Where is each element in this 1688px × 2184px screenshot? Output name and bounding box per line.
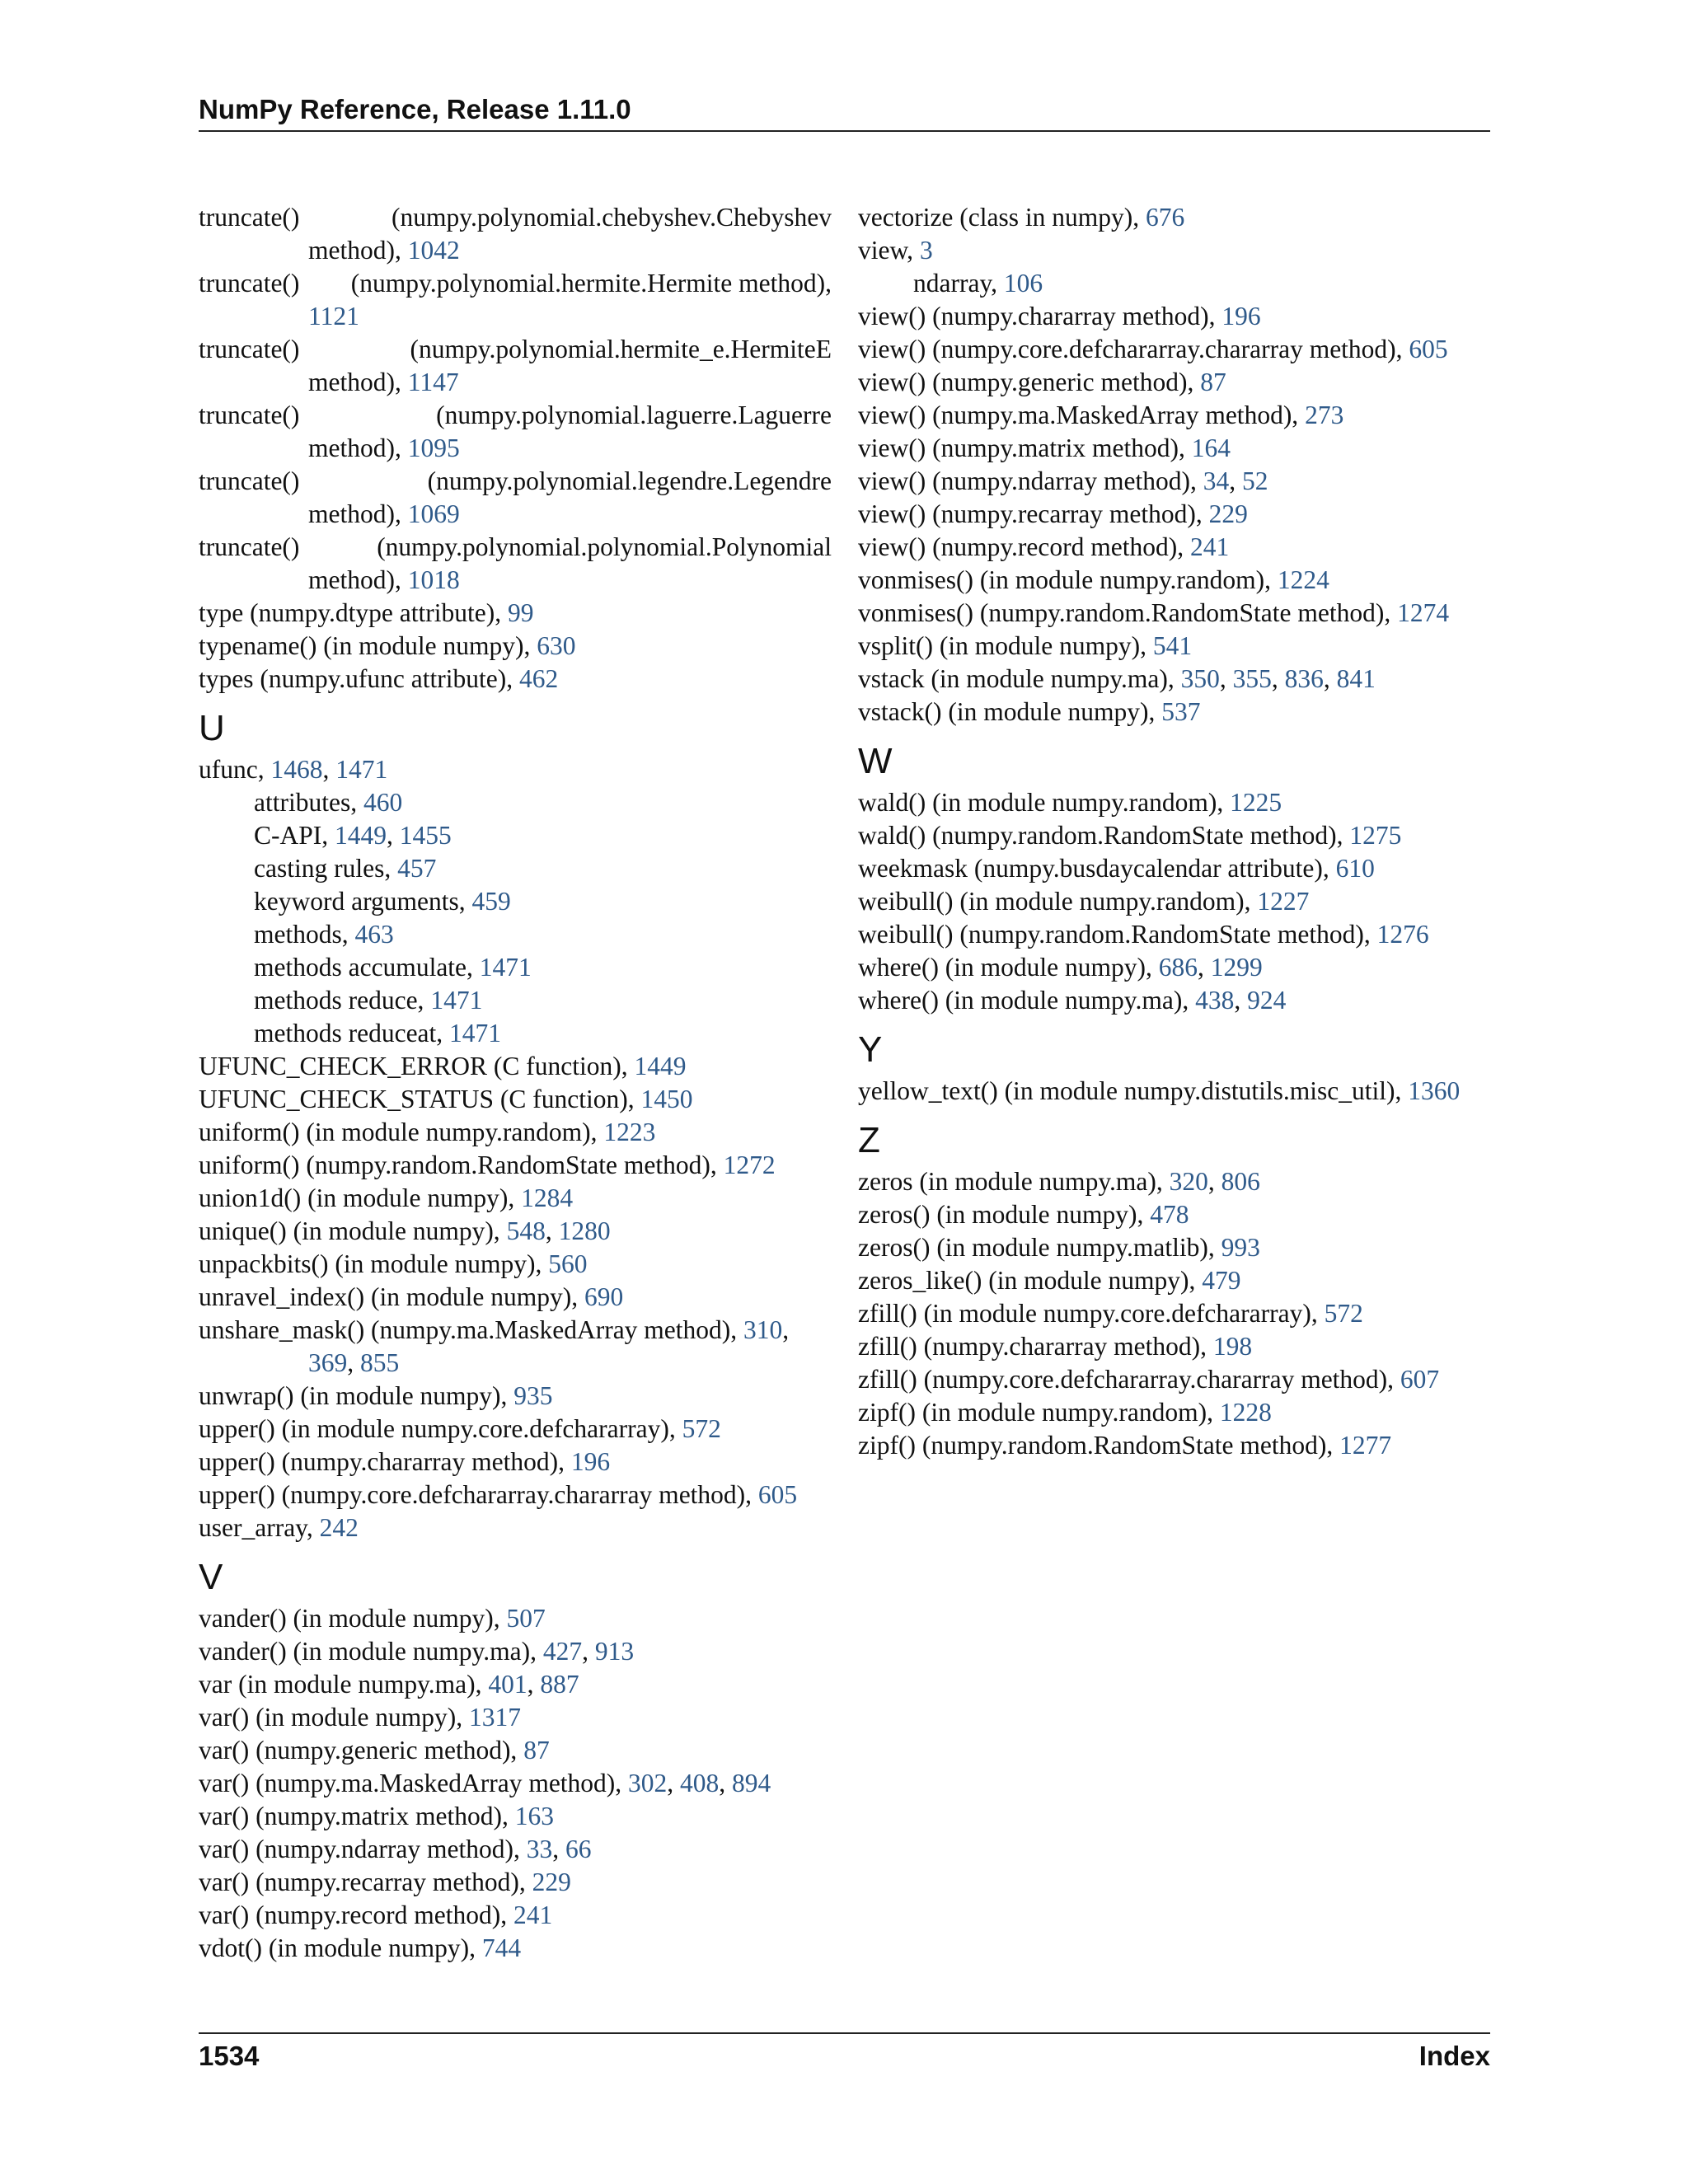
page-link[interactable]: 894 <box>732 1769 771 1797</box>
entry-text: method), <box>308 565 408 594</box>
entry-text: view() (numpy.chararray method), <box>858 302 1222 330</box>
entry-text: upper() (in module numpy.core.defchararray), <box>199 1414 682 1443</box>
page-link[interactable]: 913 <box>594 1637 635 1666</box>
entry-text: unpackbits() (in module numpy), <box>199 1249 549 1278</box>
page-link[interactable]: 1069 <box>407 499 460 528</box>
entry-text: method), <box>308 499 408 528</box>
index-entry <box>199 1800 832 1833</box>
page-link[interactable]: 87 <box>1200 368 1226 396</box>
index-entry <box>199 201 832 234</box>
index-entry <box>858 432 1509 465</box>
entry-text: zipf() (numpy.random.RandomState method), <box>858 1431 1340 1460</box>
entry-text: user_array, <box>199 1513 320 1542</box>
entry-text: zfill() (in module numpy.core.defchararray), <box>858 1299 1325 1328</box>
page-link[interactable]: 1450 <box>640 1085 693 1113</box>
index-entry: vander() (in module numpy.ma), 427, 913 <box>199 1637 635 1666</box>
index-entry <box>199 630 832 663</box>
index-entry <box>858 300 1509 333</box>
entry-text: var() (numpy.ndarray method), <box>199 1835 527 1863</box>
entry-qualifier: (numpy.polynomial.chebyshev.Chebyshev <box>392 203 832 232</box>
index-entry <box>858 1429 1509 1462</box>
entry-text: view() (numpy.recarray method), <box>858 499 1209 528</box>
index-entry <box>858 333 1509 366</box>
page-link[interactable]: 463 <box>354 920 394 949</box>
page-link[interactable]: 99 <box>508 598 534 627</box>
page-link[interactable]: 686 <box>1158 953 1198 982</box>
index-entry <box>199 1116 832 1149</box>
entry-text: UFUNC_CHECK_ERROR (C function), <box>199 1052 635 1080</box>
index-entry <box>199 786 832 819</box>
entry-text: view() (numpy.record method), <box>858 532 1190 561</box>
index-entry <box>199 267 832 300</box>
index-entry <box>858 819 1509 852</box>
entry-text: var() (numpy.record method), <box>199 1900 513 1929</box>
page-link[interactable]: 164 <box>1191 434 1231 462</box>
page-link[interactable]: 744 <box>481 1933 522 1962</box>
entry-text: unravel_index() (in module numpy), <box>199 1282 585 1311</box>
page-link[interactable]: 1018 <box>407 565 460 594</box>
page-link[interactable]: 355 <box>1232 664 1272 693</box>
index-letter-heading: W <box>858 741 893 781</box>
entry-text: zeros() (in module numpy), <box>858 1200 1151 1229</box>
page-link[interactable]: 350 <box>1180 664 1220 693</box>
page-link[interactable]: 1277 <box>1339 1431 1392 1460</box>
entry-text: view() (numpy.core.defchararray.chararray method), <box>858 335 1409 363</box>
index-entry: var() (numpy.ma.MaskedArray method), 302, 408, 894 <box>199 1769 771 1797</box>
index-entry <box>858 597 1509 630</box>
page-link[interactable]: 1272 <box>723 1151 776 1179</box>
index-entry <box>199 597 832 630</box>
entry-text: where() (in module numpy.ma), <box>858 986 1196 1015</box>
page-link[interactable]: 241 <box>1189 532 1230 561</box>
index-entry <box>858 1231 1509 1264</box>
entry-text: methods accumulate, <box>254 953 480 982</box>
index-entry: unique() (in module numpy), 548, 1280 <box>199 1216 611 1245</box>
entry-text: method), <box>308 368 408 396</box>
page-link[interactable]: 605 <box>1409 335 1448 363</box>
index-entry <box>199 885 832 918</box>
page-link[interactable]: 855 <box>360 1348 400 1377</box>
index-entry <box>199 300 832 333</box>
page-link[interactable]: 1471 <box>449 1019 502 1047</box>
page-link[interactable]: 34 <box>1203 466 1230 495</box>
entry-text: vonmises() (numpy.random.RandomState method), <box>858 598 1398 627</box>
page-link[interactable]: 630 <box>537 631 576 660</box>
section-name: Index <box>1418 2041 1490 2071</box>
entry-text: vsplit() (in module numpy), <box>858 631 1153 660</box>
entry-text: var() (in module numpy), <box>199 1703 470 1732</box>
index-entry <box>858 1264 1509 1297</box>
index-entry: var() (numpy.ndarray method), 33, 66 <box>199 1835 592 1863</box>
entry-text: vectorize (class in numpy), <box>858 203 1146 232</box>
page-link[interactable]: 537 <box>1161 697 1201 726</box>
index-entry <box>199 1899 832 1932</box>
index-entry <box>199 984 832 1017</box>
index-entry <box>199 1511 832 1544</box>
entry-text: method), <box>308 236 408 265</box>
index-entry <box>858 201 1509 234</box>
index-entry <box>199 1866 832 1899</box>
page-link[interactable]: 607 <box>1400 1365 1440 1394</box>
page-link[interactable]: 196 <box>570 1447 611 1476</box>
page-link[interactable]: 273 <box>1305 401 1344 429</box>
entry-text: weibull() (in module numpy.random), <box>858 887 1258 916</box>
entry-text: zeros_like() (in module numpy), <box>858 1266 1203 1295</box>
index-entry <box>858 234 1509 267</box>
entry-text: union1d() (in module numpy), <box>199 1183 522 1212</box>
index-entry <box>858 1198 1509 1231</box>
page-link[interactable]: 457 <box>397 854 437 883</box>
index-entry <box>858 267 1509 300</box>
entry-term: truncate() <box>199 335 300 363</box>
page-link[interactable]: 229 <box>532 1868 571 1896</box>
index-entry <box>858 1396 1509 1429</box>
index-entry <box>199 234 832 267</box>
page-link[interactable]: 572 <box>682 1414 721 1443</box>
page-link[interactable]: 690 <box>584 1282 624 1311</box>
entry-text: vdot() (in module numpy), <box>199 1933 482 1962</box>
entry-text: zfill() (numpy.core.defchararray.chararray method), <box>858 1365 1400 1394</box>
entry-text: vander() (in module numpy), <box>199 1604 507 1633</box>
index-letter-heading: U <box>199 708 225 748</box>
index-entry <box>199 1314 832 1347</box>
entry-text: view() (numpy.generic method), <box>858 368 1201 396</box>
entry-qualifier: (numpy.polynomial.laguerre.Laguerre <box>436 401 832 429</box>
index-entry <box>858 1297 1509 1330</box>
index-entry <box>858 564 1509 597</box>
index-entry <box>199 1446 832 1479</box>
page-link[interactable]: 369 <box>308 1348 348 1377</box>
page-link[interactable]: 548 <box>506 1216 546 1245</box>
entry-text: var() (numpy.generic method), <box>199 1736 524 1765</box>
page-link[interactable]: 1299 <box>1210 953 1263 982</box>
entry-text: view, <box>858 236 920 265</box>
entry-text: UFUNC_CHECK_STATUS (C function), <box>199 1085 641 1113</box>
page-link[interactable]: 427 <box>542 1637 583 1666</box>
page-link[interactable]: 610 <box>1335 854 1375 883</box>
page-link[interactable]: 462 <box>518 664 559 693</box>
entry-text: casting rules, <box>254 854 398 883</box>
index-entry <box>199 1701 832 1734</box>
page-link[interactable]: 1455 <box>399 821 452 850</box>
entry-text: zeros() (in module numpy.matlib), <box>858 1233 1221 1262</box>
index-entry <box>199 564 832 597</box>
page-link[interactable]: 605 <box>757 1480 798 1509</box>
index-entry <box>199 1479 832 1511</box>
entry-text: vstack (in module numpy.ma), <box>858 664 1181 693</box>
index-entry <box>199 1083 832 1116</box>
index-entry: C-API, 1449, 1455 <box>254 821 452 850</box>
entry-text: yellow_text() (in module numpy.distutils.misc_util), <box>858 1076 1409 1105</box>
index-entry <box>199 663 832 696</box>
entry-text: C-API, <box>254 821 335 850</box>
entry-text: uniform() (numpy.random.RandomState method), <box>199 1151 724 1179</box>
index-entry <box>858 498 1509 531</box>
entry-text: weekmask (numpy.busdaycalendar attribute), <box>858 854 1336 883</box>
page-link[interactable]: 841 <box>1336 664 1376 693</box>
entry-text: var (in module numpy.ma), <box>199 1670 489 1699</box>
entry-text: var() (numpy.ma.MaskedArray method), <box>199 1769 629 1797</box>
index-column-left <box>199 201 832 1965</box>
entry-term: truncate() <box>199 532 300 561</box>
entry-text: ndarray, <box>913 269 1004 298</box>
page-link[interactable]: 196 <box>1221 302 1261 330</box>
page-link[interactable]: 401 <box>488 1670 528 1699</box>
index-column-right <box>858 201 1509 1462</box>
page-link[interactable]: 408 <box>680 1769 720 1797</box>
page-link[interactable]: 507 <box>506 1604 546 1633</box>
index-entry <box>199 498 832 531</box>
page-link[interactable]: 242 <box>319 1513 359 1542</box>
page-number: 1534 <box>199 2041 260 2071</box>
page-link[interactable]: 541 <box>1152 631 1193 660</box>
document-title: NumPy Reference, Release 1.11.0 <box>199 94 631 124</box>
page-link[interactable]: 935 <box>513 1381 553 1410</box>
page-link[interactable]: 66 <box>565 1835 592 1863</box>
entry-qualifier: (numpy.polynomial.hermite.Hermite method), <box>350 269 832 298</box>
index-letter-heading: V <box>199 1557 223 1597</box>
page-link[interactable]: 229 <box>1208 499 1248 528</box>
page-link[interactable]: 924 <box>1247 986 1287 1015</box>
index-entry: var (in module numpy.ma), 401, 887 <box>199 1670 579 1699</box>
page-link[interactable]: 1227 <box>1257 887 1310 916</box>
index-entry <box>858 918 1509 951</box>
page-link[interactable]: 1468 <box>270 755 323 784</box>
index-entry <box>199 951 832 984</box>
index-entry <box>199 366 832 399</box>
index-entry <box>858 630 1509 663</box>
entry-text: zeros (in module numpy.ma), <box>858 1167 1170 1196</box>
index-entry <box>199 399 832 432</box>
entry-text: typename() (in module numpy), <box>199 631 537 660</box>
page-link[interactable]: 887 <box>540 1670 579 1699</box>
entry-term: truncate() <box>199 269 300 298</box>
page-link[interactable]: 478 <box>1150 1200 1189 1229</box>
index-entry <box>199 1734 832 1767</box>
entry-text: upper() (numpy.core.defchararray.chararray method), <box>199 1480 758 1509</box>
index-entry <box>858 852 1509 885</box>
entry-qualifier: (numpy.polynomial.polynomial.Polynomial <box>377 532 832 561</box>
index-entry <box>858 531 1509 564</box>
entry-text: var() (numpy.matrix method), <box>199 1802 515 1830</box>
page-link[interactable]: 1274 <box>1397 598 1450 627</box>
entry-text: view() (numpy.matrix method), <box>858 434 1192 462</box>
index-entry: where() (in module numpy.ma), 438, 924 <box>858 986 1287 1015</box>
index-entry: where() (in module numpy), 686, 1299 <box>858 953 1263 982</box>
index-entry <box>858 696 1509 729</box>
page-link[interactable]: 993 <box>1221 1233 1260 1262</box>
index-entry <box>199 531 832 564</box>
index-entry <box>199 1413 832 1446</box>
entry-text: unshare_mask() (numpy.ma.MaskedArray method), <box>199 1315 744 1344</box>
entry-text: zfill() (numpy.chararray method), <box>858 1332 1213 1361</box>
entry-term: truncate() <box>199 203 300 232</box>
page-link[interactable]: 3 <box>919 236 933 265</box>
entry-text: keyword arguments, <box>254 887 472 916</box>
page-link[interactable]: 1223 <box>603 1118 656 1146</box>
page-link[interactable]: 52 <box>1241 466 1268 495</box>
page-link[interactable]: 1224 <box>1277 565 1329 594</box>
index-entry: ufunc, 1468, 1471 <box>199 755 388 784</box>
entry-text: weibull() (numpy.random.RandomState method), <box>858 920 1377 949</box>
entry-text: wald() (numpy.random.RandomState method), <box>858 821 1350 850</box>
page-link[interactable]: 676 <box>1146 203 1185 232</box>
page-link[interactable]: 1280 <box>558 1216 611 1245</box>
page-link[interactable]: 310 <box>743 1315 783 1344</box>
page-link[interactable]: 106 <box>1003 269 1043 298</box>
page-link[interactable]: 1449 <box>634 1052 687 1080</box>
page-link[interactable]: 241 <box>513 1900 553 1929</box>
page-link[interactable]: 1471 <box>430 986 483 1015</box>
index-entry <box>858 1363 1509 1396</box>
entry-text: methods reduceat, <box>254 1019 450 1047</box>
index-entry: vstack (in module numpy.ma), 350, 355, 836, 841 <box>858 664 1376 693</box>
entry-text: type (numpy.dtype attribute), <box>199 598 508 627</box>
entry-text: uniform() (in module numpy.random), <box>199 1118 604 1146</box>
page-link[interactable]: 1284 <box>521 1183 574 1212</box>
entry-text: upper() (numpy.chararray method), <box>199 1447 571 1476</box>
index-entry <box>199 432 832 465</box>
index-entry: 369, 855 <box>308 1348 400 1377</box>
page-link[interactable]: 1449 <box>335 821 387 850</box>
page-link[interactable]: 1147 <box>407 368 459 396</box>
entry-text: methods reduce, <box>254 986 431 1015</box>
page-link[interactable]: 560 <box>548 1249 588 1278</box>
index-entry <box>199 918 832 951</box>
entry-text: var() (numpy.recarray method), <box>199 1868 532 1896</box>
page-link[interactable]: 163 <box>514 1802 554 1830</box>
page-link[interactable]: 1471 <box>335 755 388 784</box>
entry-text: attributes, <box>254 788 363 817</box>
page-link[interactable]: 1276 <box>1376 920 1429 949</box>
index-entry <box>199 1602 832 1635</box>
page-link[interactable]: 1317 <box>469 1703 522 1732</box>
entry-qualifier: (numpy.polynomial.legendre.Legendre <box>427 466 832 495</box>
entry-text: where() (in module numpy), <box>858 953 1159 982</box>
page-link[interactable]: 836 <box>1284 664 1324 693</box>
running-header <box>199 92 1490 132</box>
index-letter-heading: Z <box>858 1120 880 1160</box>
page-link[interactable]: 479 <box>1202 1266 1241 1295</box>
entry-text: types (numpy.ufunc attribute), <box>199 664 519 693</box>
footer-rule <box>199 2032 1490 2034</box>
entry-text: vonmises() (in module numpy.random), <box>858 565 1278 594</box>
page-link[interactable]: 1471 <box>479 953 532 982</box>
index-entry <box>199 1182 832 1215</box>
index-entry <box>199 1932 832 1965</box>
index-entry <box>858 786 1509 819</box>
entry-text: ufunc, <box>199 755 271 784</box>
page-link[interactable]: 1121 <box>308 302 359 330</box>
index-letter-heading: Y <box>858 1029 883 1070</box>
entry-text: vander() (in module numpy.ma), <box>199 1637 543 1666</box>
index-entry <box>199 852 832 885</box>
entry-text: wald() (in module numpy.random), <box>858 788 1231 817</box>
index-entry <box>199 1149 832 1182</box>
page-link[interactable]: 87 <box>523 1736 550 1765</box>
entry-term: truncate() <box>199 401 300 429</box>
page-link[interactable]: 1228 <box>1219 1398 1272 1427</box>
index-entry <box>199 465 832 498</box>
entry-text: unique() (in module numpy), <box>199 1216 507 1245</box>
index-entry <box>858 366 1509 399</box>
entry-text: view() (numpy.ma.MaskedArray method), <box>858 401 1306 429</box>
index-entry <box>199 1017 832 1050</box>
entry-text: zipf() (in module numpy.random), <box>858 1398 1220 1427</box>
entry-trail: , <box>782 1315 790 1344</box>
page-link[interactable]: 459 <box>471 887 511 916</box>
page-link[interactable]: 1275 <box>1349 821 1402 850</box>
page-link[interactable]: 198 <box>1212 1332 1253 1361</box>
index-entry <box>199 1380 832 1413</box>
page-link[interactable]: 302 <box>628 1769 668 1797</box>
entry-text: method), <box>308 434 408 462</box>
entry-text: view() (numpy.ndarray method), <box>858 466 1203 495</box>
page-link[interactable]: 1360 <box>1408 1076 1461 1105</box>
index-entry <box>858 399 1509 432</box>
index-entry <box>199 1281 832 1314</box>
entry-text: unwrap() (in module numpy), <box>199 1381 514 1410</box>
page-link[interactable]: 1225 <box>1230 788 1282 817</box>
index-entry: view() (numpy.ndarray method), 34, 52 <box>858 466 1268 495</box>
page-link[interactable]: 806 <box>1221 1167 1260 1196</box>
page-link[interactable]: 1042 <box>407 236 460 265</box>
entry-qualifier: (numpy.polynomial.hermite_e.HermiteE <box>410 335 832 363</box>
entry-text: vstack() (in module numpy), <box>858 697 1162 726</box>
index-entry <box>858 885 1509 918</box>
page-link[interactable]: 438 <box>1195 986 1235 1015</box>
page-link[interactable]: 1095 <box>407 434 460 462</box>
page-link[interactable]: 572 <box>1324 1299 1363 1328</box>
index-entry <box>858 1075 1509 1108</box>
page-link[interactable]: 460 <box>363 788 403 817</box>
index-entry <box>199 1248 832 1281</box>
entry-term: truncate() <box>199 466 300 495</box>
index-entry <box>199 1050 832 1083</box>
index-entry <box>858 1330 1509 1363</box>
entry-text: methods, <box>254 920 355 949</box>
page-link[interactable]: 320 <box>1169 1167 1208 1196</box>
index-entry <box>199 333 832 366</box>
index-entry: zeros (in module numpy.ma), 320, 806 <box>858 1167 1260 1196</box>
page-link[interactable]: 33 <box>526 1835 553 1863</box>
